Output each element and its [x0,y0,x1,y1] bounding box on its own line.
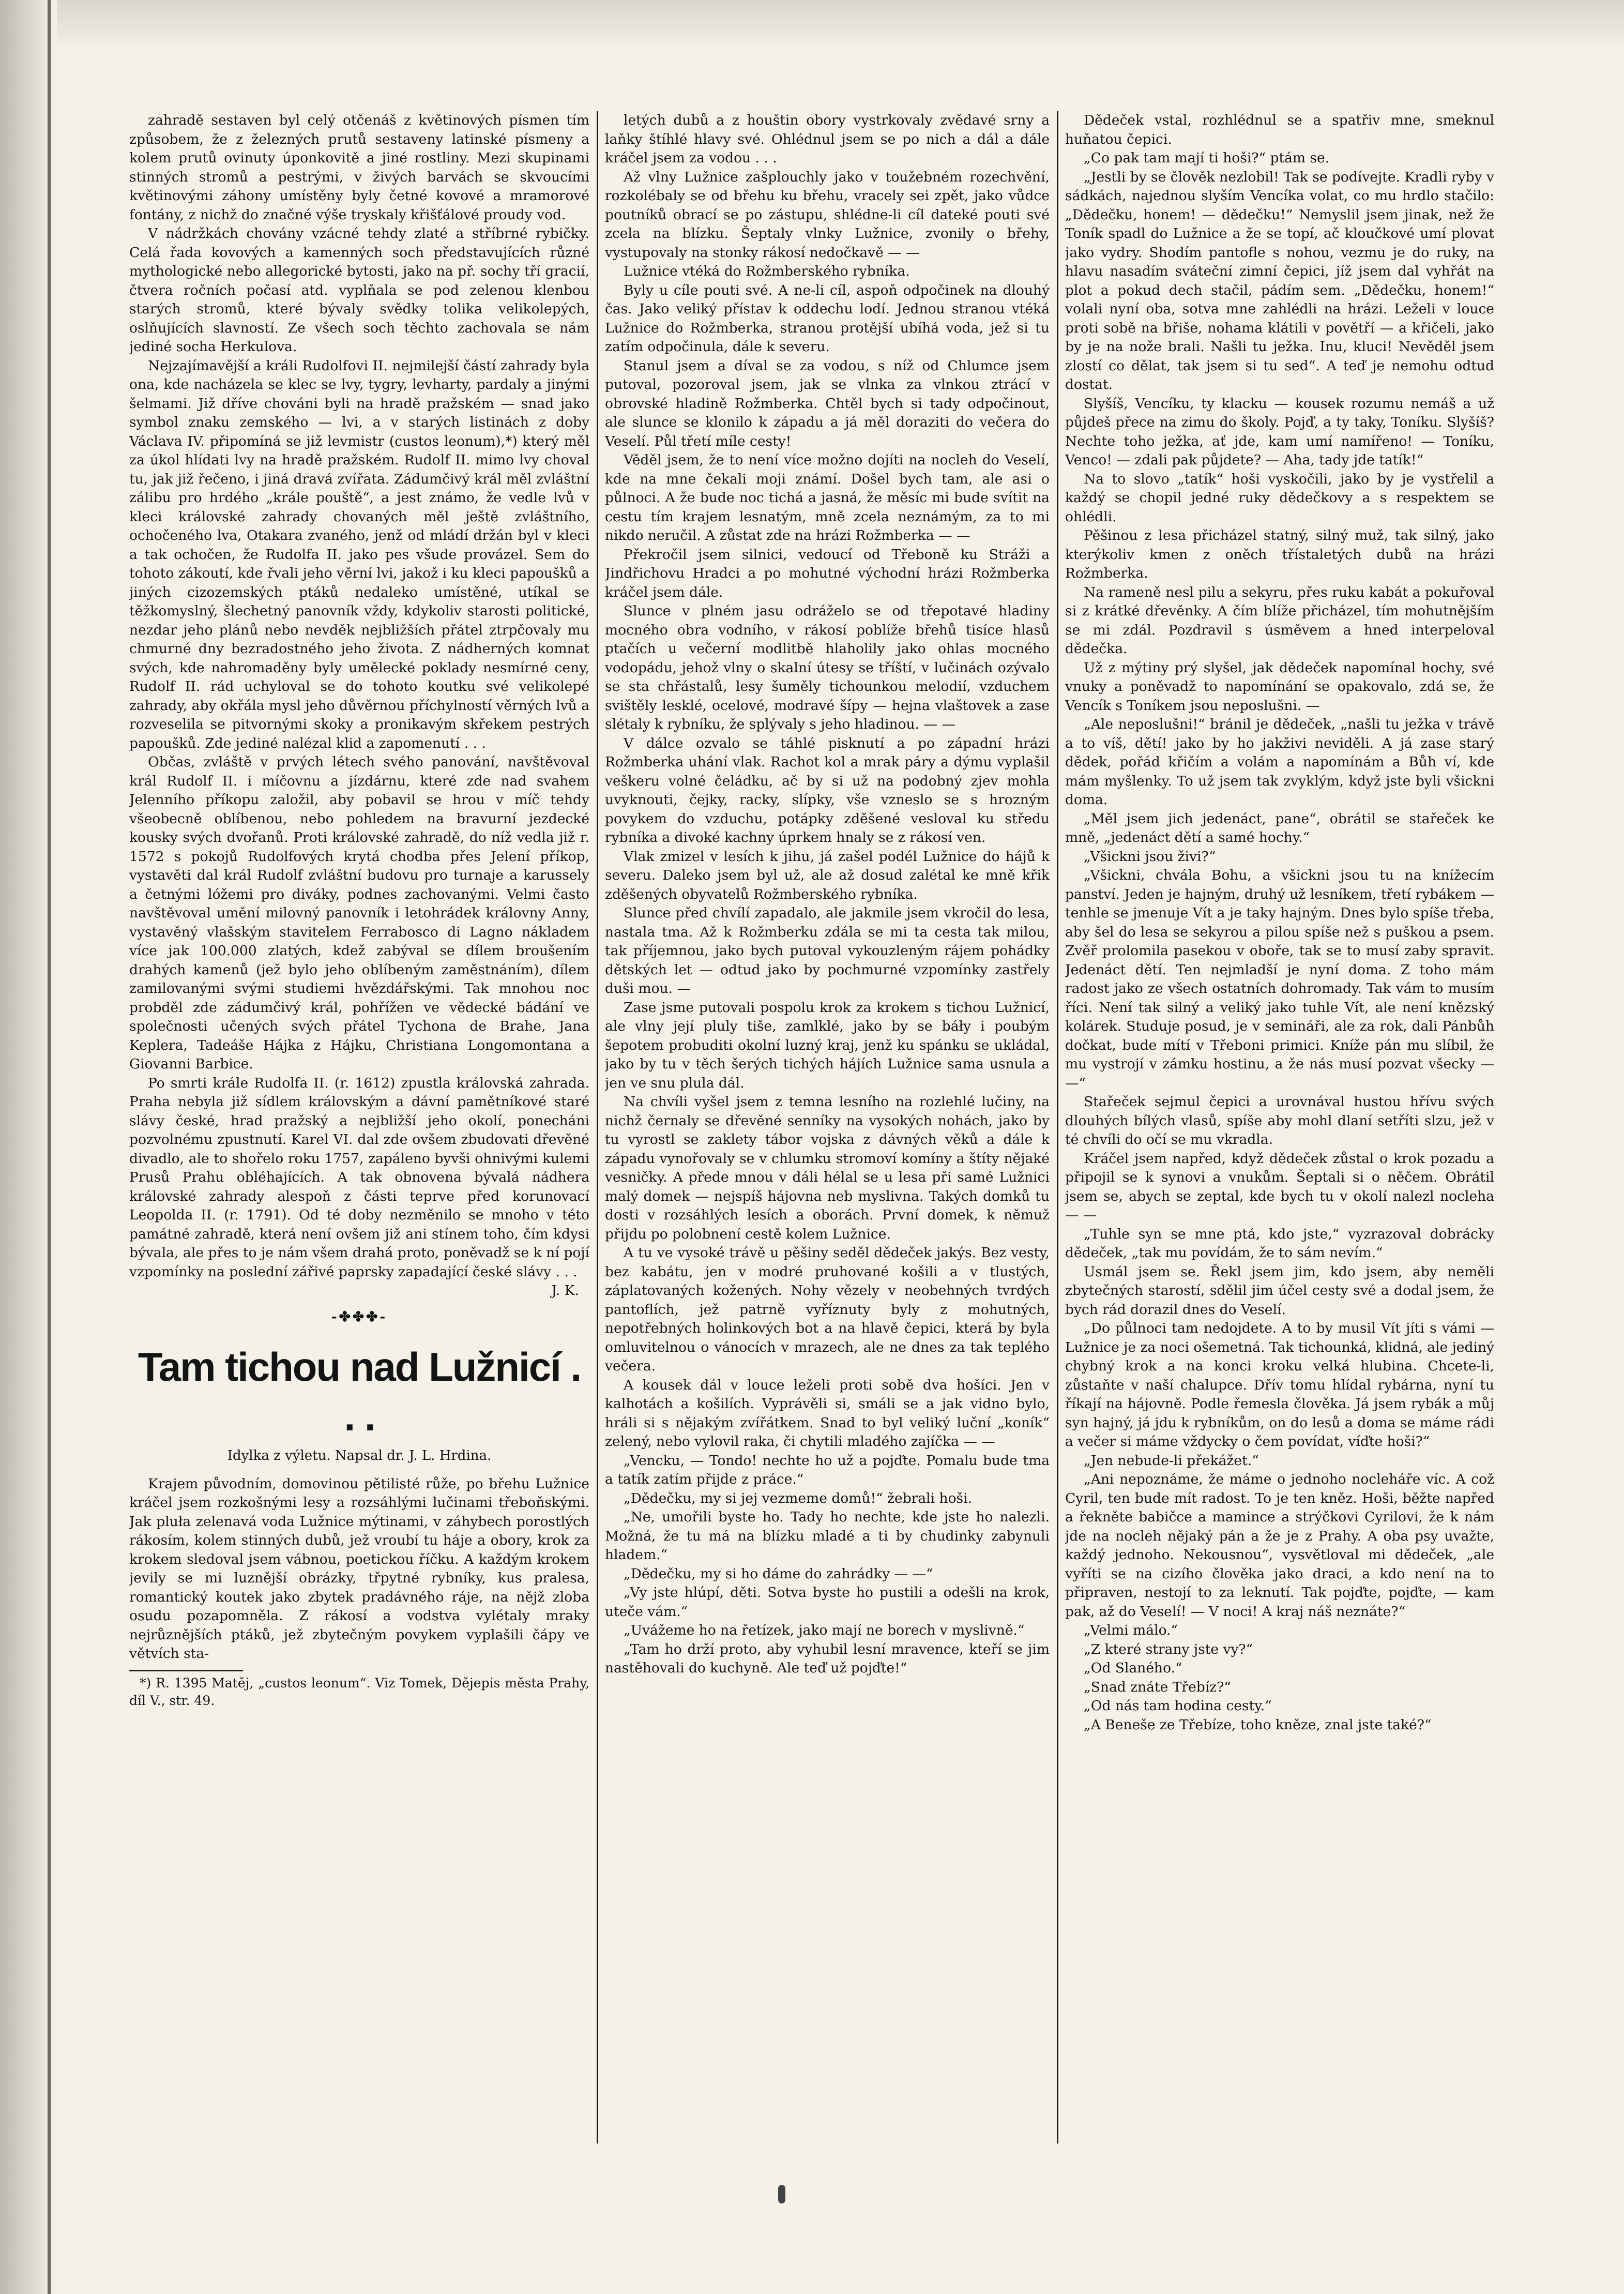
column-1 [129,111,589,2144]
footnote-rule [129,1670,243,1671]
paragraph: „Snad znáte Třebíz?“ [1084,1679,1231,1695]
paragraph: Slunce před chvílí zapadalo, ale jakmile jsem vkročil do lesa, nastala tma. Až k Rožmberku zdála se mi ta cesta tak milou, tak příjemnou, jako bych putoval vykouzleným rájem pohádky dětských let — odtud jako by pochmurné vzpomínky zastřely duši mou. — [605,905,1050,997]
column-rule [1057,111,1058,2144]
paragraph: „Jen nebude-li překážet.“ [1084,1452,1259,1469]
scan-smudge-mark [778,2185,785,2204]
paragraph: Lužnice vtéká do Rožmberského rybníka. [624,263,910,279]
paragraph: Po smrti krále Rudolfa II. (r. 1612) zpustla královská zahrada. Praha nebyla již sídlem královským a dávní pamětníkové staré slávy české, hrad pražský a nejbližší jeho okolí, ponecháni pozvolnému zpustnutí. Karel VI. dal zde ovšem zbudovati dřevěné divadlo, ale to shořelo roku 1757, zapáleno byvši ohnivými kulemi Prusů Prahu obléhajících. A tak obnovena bývalá nádhera královské zahrady alespoň z části teprve před korunovací Leopolda II. (r. 1791). Od té doby nezměnilo se mnoho v této památné zahradě, která není ovšem již ani stínem toho, čím kdysi bývala, ale přes to je nám všem drahá proto, poněvadž se k ní pojí vzpomínky na poslední zářivé paprsky zapadající české slávy . . . [129,1075,589,1280]
paragraph: Dědeček vstal, rozhlédnul se a spatřiv mne, smeknul huňatou čepici. [1065,112,1494,147]
paragraph: „Dědečku, my si jej vezmeme domů!“ žebrali hoši. [624,1490,973,1506]
paragraph: „Tam ho drží proto, aby vyhubil lesní mravence, kteří se jim nastěhovali do kuchyně. Ale teď už pojďte!“ [605,1641,1050,1676]
section-ornament: -✤✤✤- [331,1308,388,1325]
paragraph: Pěšinou z lesa přicházel statný, silný muž, tak silný, jako kterýkoliv kmen z oněch třístaletých dubů na hrázi Rožmberka. [1065,527,1494,581]
paragraph: letých dubů a z houštin obory vystrkovaly zvědavé srny a laňky štíhlé hlavy své. Ohlédnul jsem se po nich a dál a dále kráčel jsem za vodou . . . [605,112,1050,166]
paragraph: „Od Slaného.“ [1084,1660,1182,1676]
paragraph: „Jestli by se člověk nezlobil! Tak se podívejte. Kradli ryby v sádkách, najednou slyším Vencíka volat, co mu hrdlo stačilo: „Dědečku, honem! — dědečku!“ Nemyslil jsem jinak, než že Toník spadl do Lužnice a že se topí, ač kloučkové umí plovat jako vydry. Shodím pantofle s nohou, vezmu je do ruky, na hlavu nasadím sváteční zimní čepici, jíž jsem dal vyhřát na plot a pokud dech stačil, pádím sem. „Dědečku, honem!“ volali nyní oba, sotva mne zahlédli na hrázi. Leželi v louce proti sobě na břiše, nohama klátili v povětří — a křičeli, jako by je na nože brali. Našli tu ježka. Inu, kluci! Nevěděl jsem zlostí co dělat, tak jsem si tu sed“. A teď je nemohu odtud dostat. [1065,169,1494,393]
paragraph: Stařeček sejmul čepici a urovnával hustou hřívu svých dlouhých bílých vlasů, spíše aby mohl dlaní setříti slzu, jež v té chvíli do očí se mu vkradla. [1065,1094,1494,1148]
paragraph: „Od nás tam hodina cesty.“ [1084,1698,1272,1714]
scan-top-edge [0,0,1624,52]
paragraph: zahradě sestaven byl celý otčenáš z květinových písmen tím způsobem, že z železných prutů sestaveny latinské písmeny a kolem prutů ovinuty úponkovitě a jiné rostliny. Mezi skupinami stinných stromů a pestrými, v živých barvách se skvoucími květinovými záhony umístěny byly četné kovové a mramorové fontány, z nichž do značné výše tryskaly křišťálové proudy vod. [129,112,589,223]
column-2 [605,111,1050,2144]
newspaper-page [129,111,1494,2144]
paragraph: „Uvážeme ho na řetízek, jako mají ne borech v myslivně.“ [624,1622,1025,1638]
paragraph: Na rameně nesl pilu a sekyru, přes ruku kabát a pokuřoval si z krátké dřevěnky. A čím blíže přicházel, tím mohutnějším se mi zdál. Pozdravil s úsměvem a hned interpeloval dědečka. [1065,584,1494,657]
paragraph: Slyšíš, Vencíku, ty klacku — kousek rozumu nemáš a už půjdeš přece na zimu do školy. Pojď, a ty taky, Toníku. Slyšíš? Nechte toho ježka, ať jde, kam umí namířeno! — Toníku, Venco! — zdali pak půjdete? — Aha, tady jde tatík!“ [1065,395,1494,468]
paragraph: Překročil jsem silnici, vedoucí od Třeboně ku Stráži a Jindřichovu Hradci a po mohutné východní hrázi Rožmberka kráčel jsem dále. [605,546,1050,600]
paragraph: Už z mýtiny prý slyšel, jak dědeček napomínal hochy, své vnuky a poněvadž to napomínání se opakovalo, zdá se, že Vencík s Toníkem jsou neposlušni. — [1065,659,1494,714]
paragraph: „Co pak tam mají ti hoši?“ ptám se. [1084,150,1330,166]
paragraph: „Měl jsem jich jedenáct, pane“, obrátil se stařeček ke mně, „jedenáct dětí a samé hochy.“ [1065,810,1494,846]
paragraph: „Ne, umořili byste ho. Tady ho nechte, kde jste ho nalezli. Možná, že tu má na blízku mladé a ti by chudinky zabynuli hladem.“ [605,1509,1050,1563]
paragraph: Slunce v plném jasu odráželo se od třepotavé hladiny mocného obra vodního, v rákosí poblíže břehů tisíce hlasů ptačích u večerní modlitbě hlaholily jako ohlas mocného vodopádu, jehož vlny o skalní útesy se tříští, v lučinách ozývalo se sta chřástalů, lesy šuměly tichounkou melodií, vzduchem svištěly lesklé, ocelové, modravé šípy — hejna vlaštovek a zase slétaly k rybníku, že splývaly s jeho hladinou. — — [605,603,1050,732]
paragraph: Na to slovo „tatík“ hoši vyskočili, jako by je vystřelil a každý se chopil jedné ruky dědečkovy a s respektem se ohlédli. [1065,471,1494,525]
footnote: *) R. 1395 Matěj, „custos leonum“. Viz Tomek, Dějepis města Prahy, díl V., str. 49. [129,1675,589,1708]
paragraph: V nádržkách chovány vzácné tehdy zlaté a stříbrné rybičky. Celá řada kovových a kamenných soch představujících různé mythologické nebo allegorické bytosti, jako na př. sochy tří gracií, čtvera ročních počasí atd. vyplňala se pod zelenou klenbou starých stromů, které bývaly svědky tolika velikolepých, oslňujících slavností. Ze všech soch těchto zachovala se nám jediné socha Herkulova. [129,225,589,355]
paragraph: Zase jsme putovali pospolu krok za krokem s tichou Lužnicí, ale vlny její pluly tiše, zamlklé, jako by se báły i poubým šepotem probuditi okolní luzný kraj, jenž ku spánku se ukládal, jako by tu v těch šerých tichých hájích Lužnice sama usnula a jen ve snu plula dál. [605,999,1050,1091]
paragraph: „Tuhle syn se mne ptá, kdo jste,“ vyzrazoval dobrácky dědeček, „tak mu povídám, že to sám nevím.“ [1065,1226,1494,1261]
paragraph: A tu ve vysoké trávě u pěšiny seděl dědeček jakýs. Bez vesty, bez kabátu, jen v modré pruhované košili a v tlustých, záplatovaných kožených. Nohy vězely v neobehných tvrdých pantoflích, jež patrně vyříznuty byly z mohutných, nepotřebných holinkových bot a na hlavě čepici, která by byla omluvitelnou o vánocích v mrazech, ale ne dnes za tak teplého večera. [605,1245,1050,1374]
paragraph: „Dědečku, my si ho dáme do zahrádky — —“ [624,1565,933,1582]
paragraph: „Ale neposlušni!“ bránil je dědeček, „našli tu ježka v trávě a to víš, dětí! jako by ho jakživi neviděli. A já zase starý dědek, pořád křičím a volám a napomínám a Bůh ví, kde mám myšlenky. To už jsem tak zvyklým, když jste byli všickni doma. [1065,716,1494,808]
paragraph: „Vencku, — Tondo! nechte ho už a pojďte. Pomalu bude tma a tatík zatím přijde z práce.“ [605,1452,1050,1487]
paragraph: „Do půlnoci tam nedojdete. A to by musil Vít jíti s vámi — Lužnice je za noci ošemetná. Tak tichounká, klidná, ale jediný chybný krok a na konci kroku velká hlubina. Chcete-li, zůstaňte v naší chalupce. Dřív tomu hlídal rybárna, nyní tu říkají na hájovně. Podle řemesla člověka. Já jsem rybák a můj syn hajný, já jdu k rybníkům, on do lesů a doma se máme rádi a večer si máme vždycky o čem povídat, víďte hoši?“ [1065,1320,1494,1450]
paragraph: Vlak zmizel v lesích k jihu, já zašel podél Lužnice do hájů k severu. Daleko jsem byl už, ale až dosud zalétal ke mně křik zděšených obyvatelů Rožmberského rybníka. [605,848,1050,902]
story-title: Tam tichou nad Lužnicí . . . [138,1344,581,1439]
paragraph: „Všickni, chvála Bohu, a všickni jsou tu na knížecím panství. Jeden je hajným, druhý už lesníkem, třetí rybákem — tenhle se jmenuje Vít a je taky hajným. Dnes bylo spíše třeba, aby šel do lesa se sekyrou a pilou spíše než s puškou a psem. Zvěř prolomila pasekou v oboře, tak se to musí zaby spravit. Jedenáct dětí. Ten nejmladší je nyní doma. Z toho mám radost jako ze všech ostatních dohromady. Tak vám to musím říci. Není tak silný a veliký jako tuhle Vít, ale není knězský kolárek. Studuje posud, je v semináři, ale za rok, dali Pánbůh dočkat, bude mítí v Třeboni primici. Kníže pán mu slíbil, že mu vystrojí v zámku hostinu, a že nás musí pozvat všecky — —“ [1065,867,1494,1091]
paragraph: Až vlny Lužnice zašplouchly jako v toužebném rozechvění, rozkolébaly se od břehu ku břehu, vracely sei zpět, jako vůdce poutníků obrací se po zástupu, shlédne-li cíl dateké pouti své zcela na blízku. Šeptaly vlnky Lužnice, zvonily o břehy, vystupovaly na stonky rákosí nedočkavě — — [605,169,1050,261]
paragraph: Věděl jsem, že to není více možno dojíti na nocleh do Veselí, kde na mne čekali moji známí. Došel bych tam, ale asi o půlnoci. A že bude noc tichá a jasná, že měsíc mi bude svítit na cestu tím krajem lesnatým, mně zcela neznámým, za to mi nikdo neručil. A zůstat zde na hrázi Rožmberka — — [605,452,1050,544]
article-signature: J. K. [551,1282,579,1299]
paragraph: „A Beneše ze Třebíze, toho kněze, znal jste také?“ [1084,1716,1432,1733]
paragraph: V dálce ozvalo se táhlé pisknutí a po západní hrázi Rožmberka uhání vlak. Rachot kol a mrak páry a dýmu vyplašil veškeru volné čeládku, ač by si už na podobný zjev mohla uvyknouti, čejky, racky, slípky, vše vzneslo se s hrozným povykem do vzduchu, potápky zděšené vesloval ku středu rybníka a divoké kachny úprkem hnaly se z rákosí ven. [605,735,1050,846]
paragraph: „Všickni jsou živi?“ [1084,848,1216,865]
paragraph: Byly u cíle pouti své. A ne-li cíl, aspoň odpočinek na dlouhý čas. Jako veliký přístav k oddechu lodí. Jednou stranou vtéká Lužnice do Rožmberka, stranou protější ubíhá voda, jež si tu zatím odpočinula, dále k severu. [605,282,1050,355]
paragraph: A kousek dál v louce leželi proti sobě dva hošíci. Jen v kalhotách a košilích. Vyprávěli si, smáli se a jak vidno bylo, hráli si s nějakým zvířátkem. Snad to byl veliký luční „koník“ zelený, nebo vylovil raka, či chytili mladého zajíčka — — [605,1377,1050,1450]
scan-binding-line [48,0,51,2294]
column-rule [597,111,598,2144]
column-3 [1065,111,1494,2144]
paragraph: „Velmi málo.“ [1084,1622,1178,1638]
paragraph: Na chvíli vyšel jsem z temna lesního na rozlehlé lučiny, na nichž černaly se dřevěné senníky na vysokých nohách, jako by tu vyrostl se zaklety tábor vojska z dávných věků a dále k západu vynořovaly se v chlumku stromoví komíny a štíty nějaké vesničky. A přede mnou v dáli hélal se u lesa při samé Lužnici malý domek — nejspíš hájovna neb myslivna. Takých domků tu dosti v rozsáhlých lesích a oborách. První domek, k němuž přijdu po polobnení cestě kolem Lužnice. [605,1094,1050,1242]
paragraph: Stanul jsem a díval se za vodou, s níž od Chlumce jsem putoval, pozoroval jsem, jak se vlnka za vlnkou ztrácí v obrovské hladině Rožmberka. Chtěl bych si tady odpočinout, ale slunce se klonilo k západu a já měl doraziti do večera do Veselí. Půl třetí míle cesty! [605,357,1050,449]
paragraph: Občas, zvláště v prvých létech svého panování, navštěvoval král Rudolf II. i míčovnu a jízdárnu, které zde nad svahem Jelenního příkopu založil, aby pobavil se hrou v míč tehdy všeobecně oblíbenou, nebo pohledem na bravurní jezdecké kousky svých dvořanů. Proti královské zahradě, do níž vedla již r. 1572 s pokojů Rudolfových krytá chodba přes Jelení příkop, vystavěti dal král Rudolf zvláštní budovu pro turnaje a karussely a četnými lóžemi pro diváky, podnes zachovanými. Velmi často navštěvoval umění milovný panovník i letohrádek královny Anny, vystavěný vlašským stavitelem Ferrabosco di Lagno nákladem více jak 100.000 zlatých, kdež zabýval se dílem broušením drahých kamenů (jež bylo jeho oblíbeným zaměstnáním), dílem zamilovanými svými studiemi hvězdářskými. Tak mnohou noc probděl zde zádumčivý král, pohřížen ve vědecké bádání ve společnosti učených svých přátel Tychona de Brahe, Jana Keplera, Tadeáše Hájka z Hájku, Christiana Longomontana a Giovanni Barbice. [129,754,589,1072]
paragraph: Usmál jsem se. Řekl jsem jim, kdo jsem, aby neměli zbytečných starostí, sdělil jim účel cesty své a dodal jsem, že bych rád dorazil dnes do Veselí. [1065,1263,1494,1318]
paragraph: „Ani nepoznáme, že máme o jednoho nocleháře víc. A což Cyril, ten bude mít radost. To je ten kněz. Hoši, běžte napřed a řekněte babičce a mamince a strýčkovi Cyrilovi, že k nám jde na nocleh nějaký pán a že je z Prahy. A oba psy uvažte, každý jednoho. Nekousnou“, vysvětloval mi dědeček, „ale vyříti se na cizího člověka jako draci, a kdo není na to připraven, nestojí to za leknutí. Tak pojďte, pojďte, — kam pak, až do Veselí! — V noci! A kraj náš neznáte?“ [1065,1471,1494,1620]
paragraph: „Z které strany jste vy?“ [1084,1641,1253,1657]
paragraph: Kráčel jsem napřed, když dědeček zůstal o krok pozadu a připojil se k synovi a vnukům. Šeptali si o něčem. Obrátil jsem se, abych se zeptal, kde bych tu v okolí nalezl nocleha — — [1065,1150,1494,1223]
paragraph: Krajem původním, domovinou pětilisté růže, po břehu Lužnice kráčel jsem rozkošnými lesy a rozsáhlými lučinami třeboňskými. Jak pluła zelenavá voda Lužnice mýtinami, v záhybech porostlých rákosím, kolem stinných dubů, jež vroubí tu háje a obory, krok za krokem sledoval jsem vábnou, poetickou říčku. A každým krokem jevily se mi luznější obrázky, třpytné rybníky, kus pralesa, romantický koutek jako zbytek pradávného ráje, na nějž zloba osudu pozapomněla. Z rákosí a vodstva vylétaly mraky nejrůznějších ptáků, jež zbytečným povykem vyplašili čápy ve větvích sta- [129,1475,589,1662]
paragraph: „Vy jste hlúpí, děti. Sotva byste ho pustili a odešli na krok, uteče vám.“ [605,1584,1050,1620]
paragraph: Nejzajímavější a králi Rudolfovi II. nejmilejší částí zahrady byla ona, kde nacházela se klec se lvy, tygry, levharty, pardaly a jinými šelmami. Již dříve chováni byli na hradě pražském — snad jako symbol znaku zemského — lvi, a v starých listinách z doby Václava IV. připomíná se již levmistr (custos leonum),*) který měl za úkol hlídati lvy na hradě pražském. Rudolf II. mimo lvy choval tu, jak již řečeno, i jiná dravá zvířata. Zádumčivý král měl zvláštní zálibu pro hrdého „krále pouště“, a jest známo, že vedle lvů v kleci královské zahrady chovaných měl ještě zvláštního, ochočeného lva, Otakara zvaného, jenž od mládí držán byl v kleci a tak ochočen, že Rudolfa II. jako pes všude provázel. Sem do tohoto zákoutí, kde řvali jeho věrní lvi, jakož i ku kleci papoušků a jiných cizozemských ptáků nedaleko umístěné, utíkal se těžkomyslný, šlechetný panovník vždy, kdykoliv starosti politické, nezdar jeho plánů nebo nevděk nejbližších přátel ztrpčovaly mu chmurné dny bezradostného jeho života. Z nádherných komnat svých, kde nahromaděny byly umělecké poklady nesmírné ceny, Rudolf II. rád uchyloval se do tohoto koutku své velikolepé zahrady, aby okřála mysl jeho důvěrnou příchylností věrných lvů a rozveselila se pitvornými skoky a pronikavým skřekem pestrých papoušků. Zde jediné nalézal klid a zapomenutí . . . [129,357,589,751]
story-subtitle: Idylka z výletu. Napsal dr. J. L. Hrdina. [227,1448,492,1463]
